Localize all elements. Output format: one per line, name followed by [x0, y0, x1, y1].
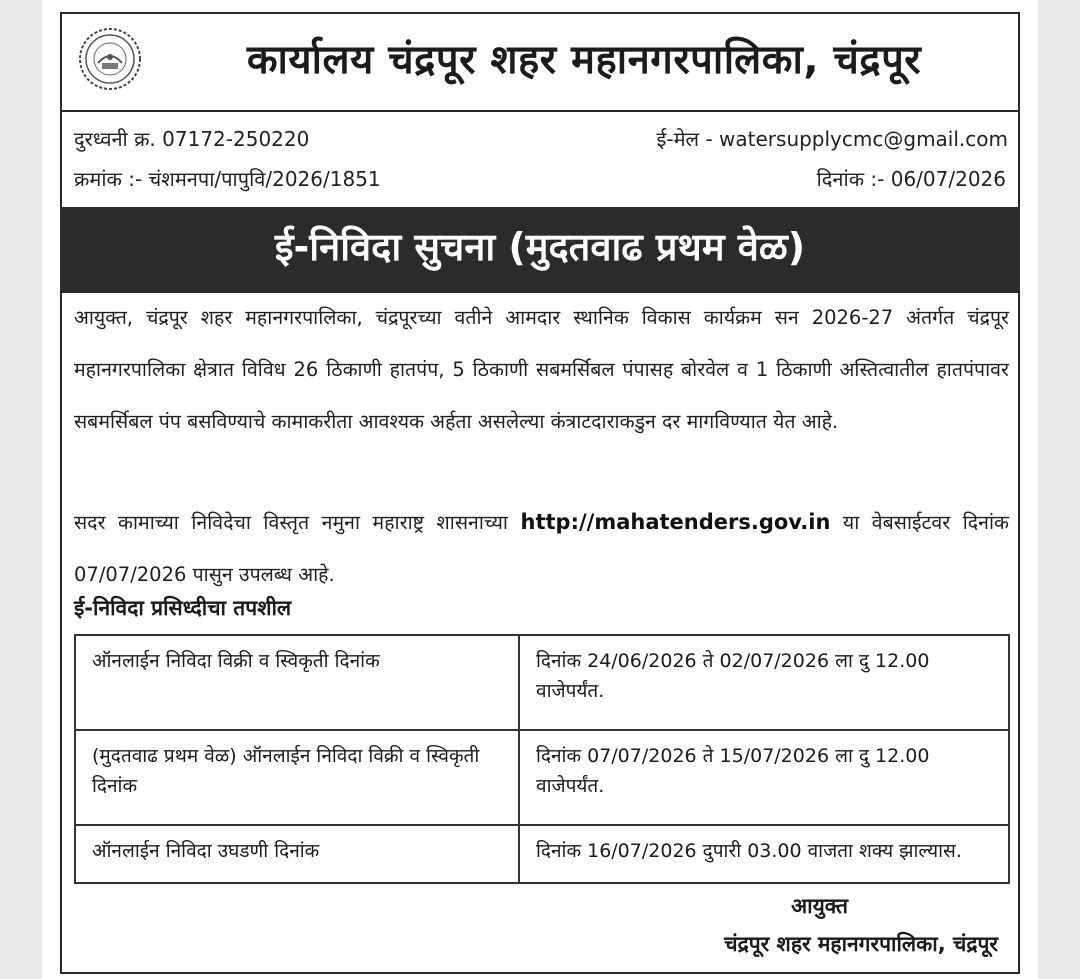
letterhead: [62, 14, 1018, 112]
notice-date: दिनांक :- 06/07/2026: [816, 167, 1006, 191]
schedule-value: दिनांक 16/07/2026 दुपारी 03.00 वाजता शक्य झाल्यास.: [519, 825, 1009, 883]
schedule-label: (मुदतवाढ प्रथम वेळ) ऑनलाईन निविदा विक्री व स्विकृती दिनांक: [75, 730, 519, 825]
schedule-value: दिनांक 24/06/2026 ते 02/07/2026 ला दु 12.00 वाजेपर्यंत.: [519, 635, 1009, 730]
table-row: [75, 635, 1009, 730]
schedule-heading: ई-निविदा प्रसिध्दीचा तपशील: [74, 596, 292, 620]
paragraph-2-start: सदर कामाच्या निविदेचा विस्तृत नमुना महाराष्ट्र शासनाच्या: [74, 511, 508, 534]
phone-number: दुरध्वनी क्र. 07172-250220: [74, 127, 310, 151]
body-paragraph-1: आयुक्त, चंद्रपूर शहर महानगरपालिका, चंद्रपूरच्या वतीने आमदार स्थानिक विकास कार्यक्रम सन 2026-27 अंतर्गत चंद्रपूर महानगरपालिका क्षेत्रात विविध 26 ठिकाणी हातपंप, 5 ठिकाणी सबमर्सिबल पंपासह बोरवेल व 1 ठिकाणी अस्तित्वातील हातपंपावर सबमर्सिबल पंप बसविण्याचे कामाकरीता आवश्यक अर्हता असलेल्या कंत्राटदाराकडुन दर मागविण्यात येत आहे.: [74, 306, 1009, 433]
schedule-value: दिनांक 07/07/2026 ते 15/07/2026 ला दु 12.00 वाजेपर्यंत.: [519, 730, 1009, 825]
signatory-title: आयुक्त: [791, 894, 848, 918]
signatory-organization: चंद्रपूर शहर महानगरपालिका, चंद्रपूर: [724, 932, 998, 956]
notice-title: ई-निविदा सुचना (मुदतवाढ प्रथम वेळ): [274, 225, 806, 269]
schedule-table: [74, 634, 1010, 884]
notice-banner: [62, 207, 1018, 293]
organization-title: कार्यालय चंद्रपूर शहर महानगरपालिका, चंद्रपूर: [246, 37, 922, 83]
schedule-label: ऑनलाईन निविदा उघडणी दिनांक: [75, 825, 519, 883]
tender-website-link[interactable]: http://mahatenders.gov.in: [520, 510, 831, 534]
municipal-seal-icon: [78, 27, 142, 91]
email-address: ई-मेल - watersupplycmc@gmail.com: [656, 127, 1008, 151]
notice-frame: [60, 12, 1020, 974]
body-paragraph-2: [74, 496, 1009, 601]
paragraph-2-end: या वेबसाईटवर दिनांक 07/07/2026 पासुन उपलब्ध आहे.: [74, 511, 1010, 586]
schedule-label: ऑनलाईन निविदा विक्री व स्विकृती दिनांक: [75, 635, 519, 730]
table-row: [75, 730, 1009, 825]
reference-number: क्रमांक :- चंशमनपा/पापुवि/2026/1851: [74, 167, 381, 191]
table-row: [75, 825, 1009, 883]
